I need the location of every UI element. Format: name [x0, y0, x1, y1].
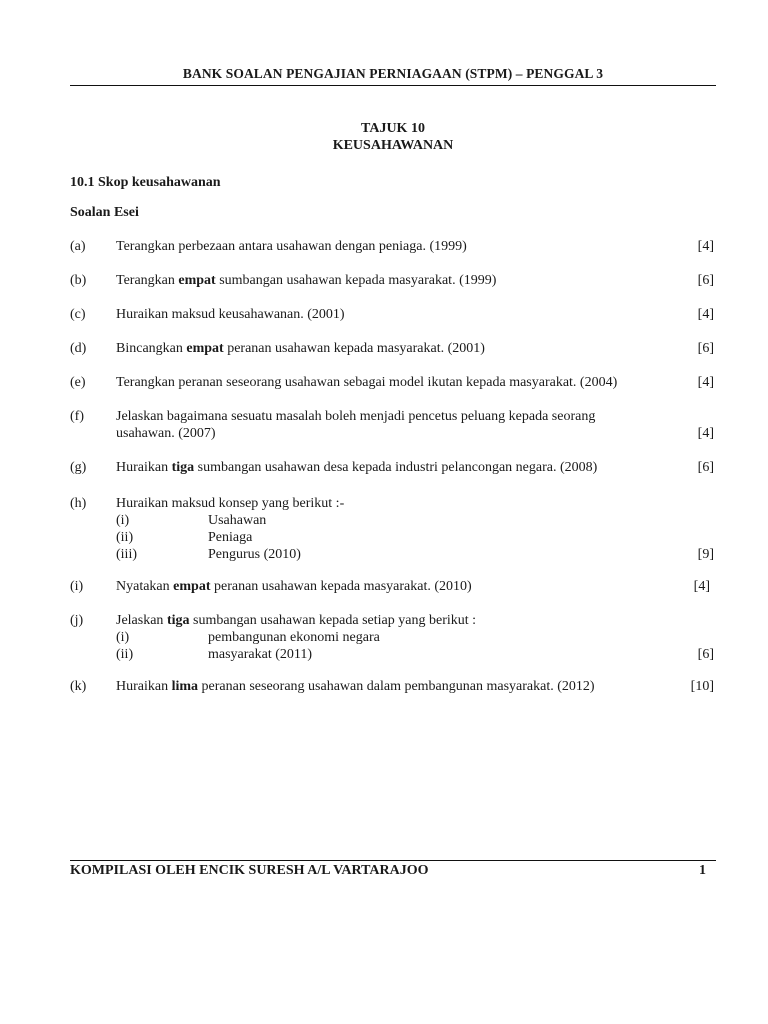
question-text-part: Huraikan — [116, 679, 172, 694]
question-intro — [116, 612, 676, 629]
question-label: (b) — [70, 273, 87, 288]
question-label: (c) — [70, 307, 86, 322]
question-label: (g) — [70, 460, 87, 475]
sub-item-text: Usahawan — [208, 513, 267, 528]
question-text — [116, 306, 676, 323]
question-text-part: Huraikan maksud keusahawanan. (2001) — [116, 307, 345, 322]
question-text — [116, 578, 676, 595]
question-mark: [6] — [697, 341, 714, 356]
question-text-part: sumbangan usahawan kepada masyarakat. (1999) — [215, 273, 497, 288]
question-text-emphasis: tiga — [171, 460, 195, 475]
question-text-part: peranan usahawan kepada masyarakat. (2001) — [223, 341, 485, 356]
question-text-line: usahawan. (2007) — [116, 426, 216, 441]
question-text-part: Huraikan — [116, 460, 172, 475]
question-text-part: Nyatakan — [116, 579, 174, 594]
sub-item-text: pembangunan ekonomi negara — [208, 630, 380, 645]
sub-item-number: (iii) — [116, 547, 137, 562]
topic-name: KEUSAHAWANAN — [332, 138, 454, 153]
question-mark: [6] — [697, 647, 714, 662]
sub-item-number: (ii) — [116, 647, 134, 662]
sub-item — [116, 512, 676, 529]
question-text-part: peranan usahawan kepada masyarakat. (2010) — [210, 579, 472, 594]
question-text — [116, 374, 686, 391]
running-header: BANK SOALAN PENGAJIAN PERNIAGAAN (STPM) – PENGGAL 3 — [182, 66, 604, 81]
question-text-part: Terangkan perbezaan antara usahawan dengan peniaga. (1999) — [116, 239, 467, 254]
question-label: (j) — [70, 613, 84, 628]
question-text-part: Jelaskan — [116, 613, 167, 628]
section-heading: 10.1 Skop keusahawanan — [70, 175, 221, 190]
question-text-part: peranan seseorang usahawan dalam pembangunan masyarakat. (2012) — [198, 679, 595, 694]
question-text-emphasis: lima — [171, 679, 199, 694]
question-text — [116, 408, 676, 442]
sub-item-number: (i) — [116, 630, 130, 645]
question-label: (i) — [70, 579, 84, 594]
question-mark: [9] — [697, 547, 714, 562]
question-mark: [10] — [690, 679, 714, 694]
question-mark: [4] — [697, 426, 714, 441]
sub-item-text: masyarakat (2011) — [208, 647, 313, 662]
question-label: (f) — [70, 409, 84, 424]
question-label: (e) — [70, 375, 86, 390]
sub-item — [116, 629, 676, 646]
question-text — [116, 612, 676, 663]
sub-item — [116, 646, 676, 663]
question-text-part: sumbangan usahawan kepada setiap yang berikut : — [189, 613, 477, 628]
question-text — [116, 495, 676, 563]
sub-item-text: Peniaga — [208, 530, 253, 545]
topic-number: TAJUK 10 — [361, 121, 425, 136]
question-text-part: Terangkan — [116, 273, 179, 288]
question-text-line: Jelaskan bagaimana sesuatu masalah boleh menjadi pencetus peluang kepada seorang — [116, 409, 596, 424]
question-label: (a) — [70, 239, 86, 254]
sub-item-text: Pengurus (2010) — [208, 547, 301, 562]
footer-rule — [70, 860, 716, 861]
question-label: (k) — [70, 679, 87, 694]
question-text — [116, 272, 676, 289]
question-label: (d) — [70, 341, 87, 356]
question-intro: Huraikan maksud konsep yang berikut :- — [116, 496, 345, 511]
essay-subheading: Soalan Esei — [70, 205, 139, 220]
question-label: (h) — [70, 496, 87, 511]
sub-item-number: (ii) — [116, 530, 134, 545]
topic-title — [70, 120, 716, 154]
sub-item — [116, 529, 676, 546]
sub-item-number: (i) — [116, 513, 130, 528]
question-mark: [4] — [697, 375, 714, 390]
question-text-emphasis: empat — [186, 341, 224, 356]
question-mark: [4] — [697, 239, 714, 254]
question-text — [116, 459, 676, 476]
question-text-emphasis: empat — [178, 273, 216, 288]
question-text — [116, 238, 676, 255]
question-text-part: Terangkan peranan seseorang usahawan sebagai model ikutan kepada masyarakat. (2004) — [116, 375, 618, 390]
question-text — [116, 340, 676, 357]
page-number: 1 — [699, 863, 706, 878]
header-rule — [70, 85, 716, 86]
question-mark: [4] — [693, 579, 710, 594]
question-text-part: Bincangkan — [116, 341, 187, 356]
question-text-part: sumbangan usahawan desa kepada industri pelancongan negara. (2008) — [194, 460, 598, 475]
sub-item — [116, 546, 676, 563]
question-mark: [4] — [697, 307, 714, 322]
question-text-emphasis: tiga — [166, 613, 190, 628]
question-text — [116, 678, 686, 695]
question-mark: [6] — [697, 273, 714, 288]
compiler-credit: KOMPILASI OLEH ENCIK SURESH A/L VARTARAJOO — [70, 863, 429, 878]
question-text-emphasis: empat — [173, 579, 211, 594]
question-mark: [6] — [697, 460, 714, 475]
